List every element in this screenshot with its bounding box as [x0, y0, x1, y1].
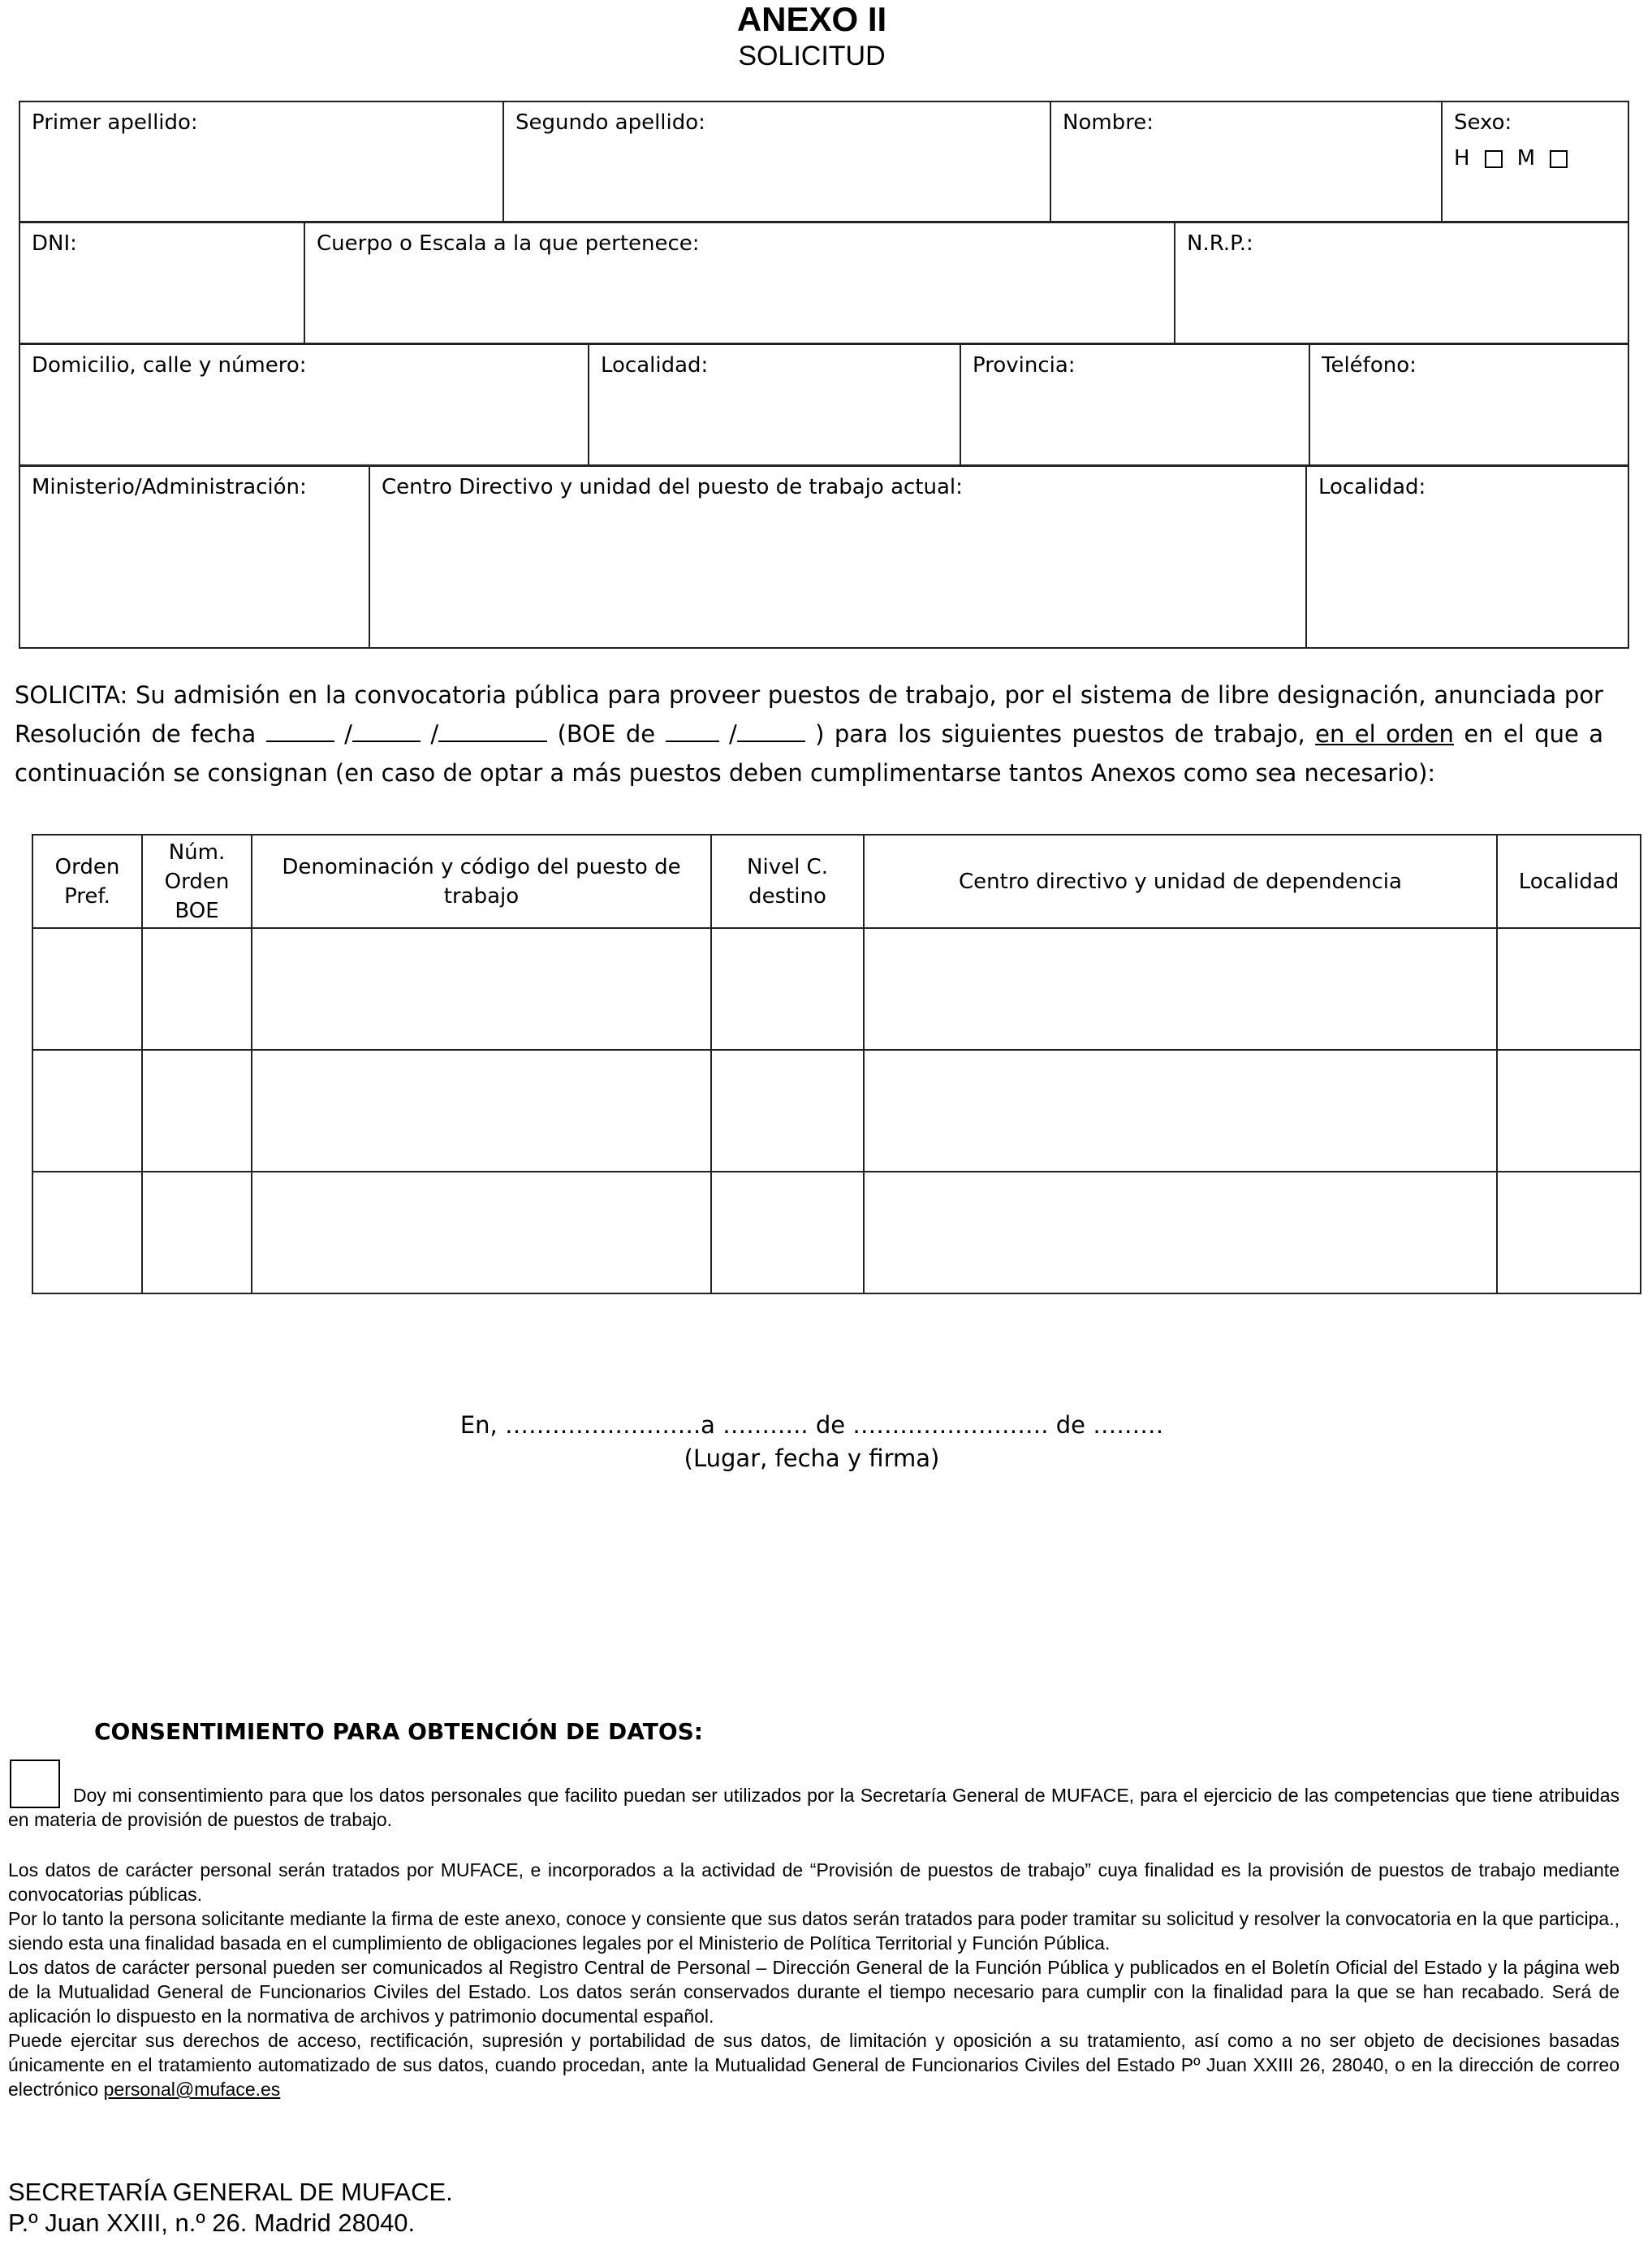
nrp-label: N.R.P.: — [1187, 231, 1253, 256]
col-nivel: Nivel C. destino — [711, 835, 864, 928]
boe-dia-blank[interactable] — [666, 719, 719, 742]
fecha-mes-blank[interactable] — [352, 719, 421, 742]
dni-label: DNI: — [32, 231, 77, 256]
boe-label: (BOE de — [557, 720, 656, 748]
personal-row-3 — [19, 343, 1629, 466]
footer — [8, 2177, 453, 2239]
localidad-label: Localidad: — [601, 353, 709, 378]
solicita-text-2: ) para los siguientes puestos de trabajo, — [815, 720, 1305, 748]
table-row — [32, 928, 1641, 1050]
table-cell[interactable] — [32, 1050, 142, 1172]
table-cell[interactable] — [32, 1172, 142, 1293]
table-cell[interactable] — [864, 1172, 1497, 1293]
table-cell[interactable] — [252, 928, 711, 1050]
centro-field[interactable] — [369, 466, 1306, 648]
fecha-dia-blank[interactable] — [266, 719, 334, 742]
en-el-orden-underlined: en el orden — [1315, 720, 1454, 748]
col-localidad: Localidad — [1497, 835, 1641, 928]
domicilio-field[interactable] — [19, 344, 589, 465]
email-link[interactable]: personal@muface.es — [103, 2079, 281, 2100]
sexo-h-checkbox[interactable] — [1485, 150, 1503, 168]
table-cell[interactable] — [142, 1050, 252, 1172]
sexo-label: Sexo: — [1454, 110, 1512, 135]
fecha-slash-1: / — [344, 720, 352, 748]
centro-label: Centro Directivo y unidad del puesto de trabajo actual: — [382, 475, 963, 499]
solicita-text-3: en el que a continuación se consignan (en caso de optar a más puestos deben cumplimentarse tantos Anexos como sea necesario): — [15, 720, 1604, 787]
cuerpo-label: Cuerpo o Escala a la que pertenece: — [317, 231, 700, 256]
provincia-label: Provincia: — [973, 353, 1076, 378]
signature-line: En, …………………….a ……….. de ……………………. de ……… — [459, 1411, 1164, 1439]
table-cell[interactable] — [864, 1050, 1497, 1172]
consent-p2: Por lo tanto la persona solicitante mediante la firma de este anexo, conoce y consiente que sus datos serán tratados para poder tramitar su solicitud y resolver la convocatoria en la que participa., siendo esta una finalidad basada en el cumplimiento de obligaciones legales por el Ministerio de Política Territorial y Función Pública. — [8, 1908, 1620, 1954]
localidad-field[interactable] — [589, 344, 960, 465]
dni-field[interactable] — [19, 222, 304, 343]
positions-table — [32, 834, 1641, 1294]
nombre-label: Nombre: — [1063, 110, 1154, 135]
localidad2-label: Localidad: — [1318, 475, 1426, 499]
solicita-text-1: SOLICITA: Su admisión en la convocatoria pública para proveer puestos de trabajo, por el sistema de libre designación, anunciada por Resolución de fecha — [15, 681, 1603, 748]
table-cell[interactable] — [142, 1172, 252, 1293]
consent-paragraphs — [8, 1858, 1620, 2101]
table-cell[interactable] — [1497, 928, 1641, 1050]
ministerio-field[interactable] — [19, 466, 369, 648]
consent-p4-block — [8, 2028, 1620, 2101]
provincia-field[interactable] — [960, 344, 1309, 465]
sexo-h-label: H — [1454, 146, 1470, 171]
segundo-apellido-field[interactable] — [503, 101, 1050, 222]
col-centro: Centro directivo y unidad de dependencia — [864, 835, 1497, 928]
table-row — [32, 1172, 1641, 1293]
localidad2-field[interactable] — [1306, 466, 1628, 648]
page-title: ANEXO II — [736, 0, 887, 38]
table-row — [32, 1050, 1641, 1172]
sexo-m-label: M — [1516, 146, 1535, 171]
personal-row-2 — [19, 222, 1629, 344]
signature-caption: (Lugar, fecha y firma) — [684, 1444, 940, 1472]
consent-p3: Los datos de carácter personal pueden ser comunicados al Registro Central de Personal – Dirección General de la Función Pública y publicados en el Boletín Oficial del Estado y la página web de la Mutualidad General de Funcionarios Civiles del Estado. Los datos serán conservados durante el tiempo necesario para cumplir con la finalidad para la que se han recabado. Será de aplicación lo dispuesto en la normativa de archivos y patrimonio documental español. — [8, 1957, 1620, 2027]
page-subtitle: SOLICITUD — [738, 41, 886, 71]
table-cell[interactable] — [252, 1050, 711, 1172]
solicita-paragraph — [15, 676, 1603, 792]
fecha-slash-2: / — [430, 720, 439, 748]
footer-line-1: SECRETARÍA GENERAL DE MUFACE. — [8, 2178, 453, 2206]
consent-heading: CONSENTIMIENTO PARA OBTENCIÓN DE DATOS: — [94, 1718, 703, 1745]
personal-row-1 — [19, 101, 1629, 222]
table-cell[interactable] — [711, 1050, 864, 1172]
sexo-field — [1442, 101, 1628, 222]
table-cell[interactable] — [1497, 1050, 1641, 1172]
nombre-field[interactable] — [1050, 101, 1442, 222]
boe-mes-blank[interactable] — [737, 719, 805, 742]
table-cell[interactable] — [711, 928, 864, 1050]
col-denominacion: Denominación y código del puesto de trabajo — [252, 835, 711, 928]
primer-apellido-field[interactable] — [19, 101, 503, 222]
nrp-field[interactable] — [1175, 222, 1628, 343]
primer-apellido-label: Primer apellido: — [32, 110, 198, 135]
table-cell[interactable] — [864, 928, 1497, 1050]
table-cell[interactable] — [32, 928, 142, 1050]
col-num-orden: Núm. Orden BOE — [142, 835, 252, 928]
sexo-m-checkbox[interactable] — [1550, 150, 1568, 168]
domicilio-label: Domicilio, calle y número: — [32, 353, 307, 378]
telefono-field[interactable] — [1309, 344, 1628, 465]
consent-p4: Puede ejercitar sus derechos de acceso, rectificación, supresión y portabilidad de sus datos, de limitación y oposición a su tratamiento, así como a no ser objeto de decisiones basadas únicamente en el tratamiento automatizado de sus datos, cuando procedan, ante la Mutualidad General de Funcionarios Civiles del Estado Pº Juan XXIII 26, 28040, o en la dirección de correo electrónico — [8, 2030, 1620, 2100]
telefono-label: Teléfono: — [1322, 353, 1417, 378]
consent-checkbox-text: Doy mi consentimiento para que los datos personales que facilito puedan ser utilizados por la Secretaría General de MUFACE, para el ejercicio de las competencias que tiene atribuidas en materia de provisión de puestos de trabajo. — [8, 1785, 1620, 1830]
boe-slash: / — [728, 720, 737, 748]
segundo-apellido-label: Segundo apellido: — [515, 110, 705, 135]
table-cell[interactable] — [252, 1172, 711, 1293]
ministerio-label: Ministerio/Administración: — [32, 475, 307, 499]
fecha-anio-blank[interactable] — [438, 719, 547, 742]
personal-row-4 — [19, 465, 1629, 649]
cuerpo-field[interactable] — [304, 222, 1175, 343]
col-orden-pref: Orden Pref. — [32, 835, 142, 928]
table-cell[interactable] — [711, 1172, 864, 1293]
table-cell[interactable] — [142, 928, 252, 1050]
table-cell[interactable] — [1497, 1172, 1641, 1293]
footer-line-2: P.º Juan XXIII, n.º 26. Madrid 28040. — [8, 2209, 416, 2237]
consent-p1: Los datos de carácter personal serán tratados por MUFACE, e incorporados a la actividad de “Provisión de puestos de trabajo” cuya finalidad es la provisión de puestos de trabajo mediante convocatorias públicas. — [8, 1859, 1620, 1905]
